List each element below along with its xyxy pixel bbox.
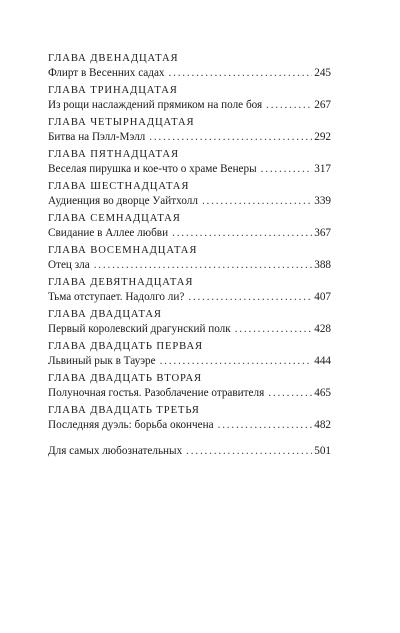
dot-leader [160, 354, 313, 368]
page-number: 317 [314, 163, 331, 175]
chapter-title: Отец зла [48, 259, 90, 271]
page-number: 428 [314, 323, 331, 335]
page-number: 465 [314, 387, 331, 399]
toc-entry [48, 66, 331, 80]
chapter-heading: ГЛАВА ДВАДЦАТЬ ВТОРАЯ [48, 373, 202, 384]
chapter-title: Последняя дуэль: борьба окончена [48, 419, 214, 431]
page-number: 245 [314, 67, 331, 79]
toc-entry [48, 258, 331, 272]
toc-chapter [48, 212, 331, 240]
toc-entry [48, 130, 331, 144]
chapter-title: Львиный рык в Тауэре [48, 355, 156, 367]
chapter-title: Полуночная гостья. Разоблачение отравителя [48, 387, 265, 399]
chapter-title: Аудиенция во дворце Уайтхолл [48, 195, 198, 207]
chapter-heading: ГЛАВА ДЕВЯТНАДЦАТАЯ [48, 277, 194, 288]
extra-title: Для самых любознательных [48, 445, 183, 457]
toc-chapter [48, 148, 331, 176]
dot-leader [186, 444, 312, 458]
chapter-heading: ГЛАВА ТРИНАДЦАТАЯ [48, 85, 178, 96]
dot-leader [235, 322, 313, 336]
chapter-title: Веселая пирушка и кое-что о храме Венеры [48, 163, 257, 175]
toc-extra-section [48, 444, 331, 458]
page-number: 482 [314, 419, 331, 431]
toc-chapter [48, 372, 331, 400]
table-of-contents [48, 52, 331, 462]
page-number: 444 [314, 355, 331, 367]
dot-leader [169, 66, 313, 80]
toc-entry [48, 194, 331, 208]
chapter-title: Флирт в Весенних садах [48, 67, 165, 79]
chapter-heading: ГЛАВА ВОСЕМНАДЦАТАЯ [48, 245, 198, 256]
toc-chapter [48, 340, 331, 368]
page-number: 501 [314, 445, 331, 457]
chapter-title: Битва на Пэлл-Мэлл [48, 131, 146, 143]
chapter-heading: ГЛАВА СЕМНАДЦАТАЯ [48, 213, 181, 224]
toc-entry [48, 226, 331, 240]
chapter-title: Свидание в Аллее любви [48, 227, 169, 239]
toc-chapter [48, 52, 331, 80]
chapter-heading: ГЛАВА ЧЕТЫРНАДЦАТАЯ [48, 117, 195, 128]
toc-entry [48, 322, 331, 336]
chapter-heading: ГЛАВА ДВЕНАДЦАТАЯ [48, 53, 179, 64]
toc-entry [48, 386, 331, 400]
toc-chapter [48, 116, 331, 144]
page-number: 388 [314, 259, 331, 271]
toc-entry [48, 98, 331, 112]
page-number: 367 [314, 227, 331, 239]
toc-chapter [48, 84, 331, 112]
chapter-heading: ГЛАВА ШЕСТНАДЦАТАЯ [48, 181, 190, 192]
chapter-heading: ГЛАВА ДВАДЦАТЬ ПЕРВАЯ [48, 341, 203, 352]
toc-chapter [48, 276, 331, 304]
dot-leader [202, 194, 312, 208]
dot-leader [172, 226, 312, 240]
page-number: 407 [314, 291, 331, 303]
chapter-heading: ГЛАВА ДВАДЦАТЬ ТРЕТЬЯ [48, 405, 200, 416]
chapter-title: Тьма отступает. Надолго ли? [48, 291, 185, 303]
dot-leader [268, 386, 312, 400]
dot-leader [149, 130, 312, 144]
toc-chapter [48, 404, 331, 432]
page-number: 267 [314, 99, 331, 111]
toc-entry [48, 444, 331, 458]
toc-entry [48, 354, 331, 368]
toc-chapter [48, 244, 331, 272]
dot-leader [218, 418, 313, 432]
toc-entry [48, 290, 331, 304]
toc-chapter [48, 180, 331, 208]
chapter-title: Первый королевский драгунский полк [48, 323, 231, 335]
page-number: 339 [314, 195, 331, 207]
toc-chapter [48, 308, 331, 336]
dot-leader [188, 290, 312, 304]
toc-entry [48, 418, 331, 432]
page-number: 292 [314, 131, 331, 143]
dot-leader [266, 98, 312, 112]
chapter-heading: ГЛАВА ПЯТНАДЦАТАЯ [48, 149, 179, 160]
dot-leader [94, 258, 313, 272]
dot-leader [261, 162, 313, 176]
chapter-title: Из рощи наслаждений прямиком на поле боя [48, 99, 263, 111]
toc-entry [48, 162, 331, 176]
chapter-heading: ГЛАВА ДВАДЦАТАЯ [48, 309, 162, 320]
